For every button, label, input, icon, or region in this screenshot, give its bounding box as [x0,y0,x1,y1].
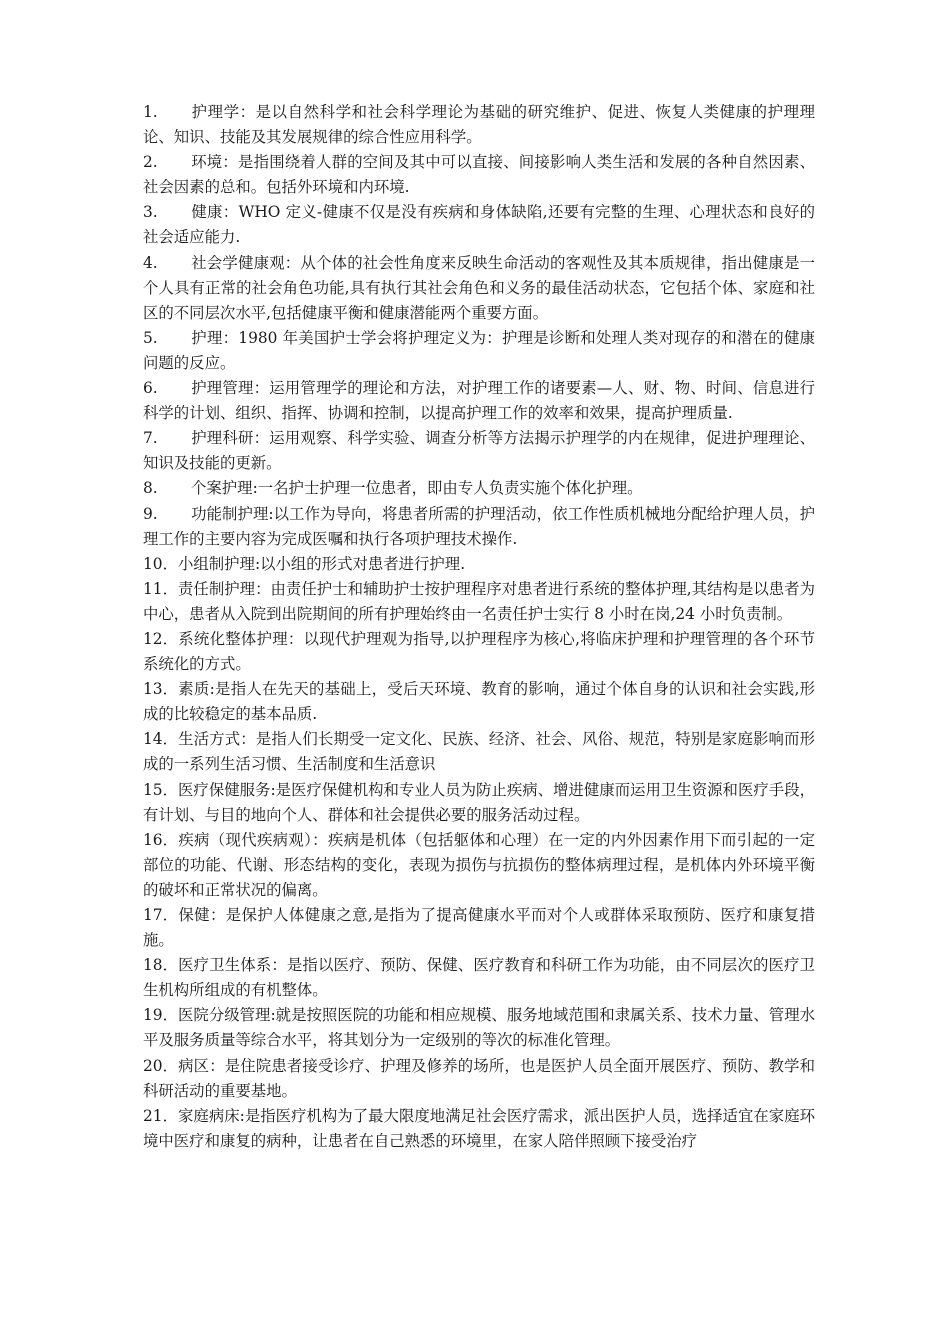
entry-number: 15． [143,780,178,799]
entry-number: 5. [143,328,158,347]
entry-number: 8. [143,479,158,498]
definition-entry-14 [143,727,815,777]
entry-text: 保健：是保护人体健康之意,是指为了提高健康水平而对个人或群体采取预防、医疗和康复措施。 [143,906,815,950]
entry-text: 个案护理:一名护士护理一位患者，即由专人负责实施个体化护理。 [191,479,643,498]
definition-entry-16 [143,828,815,903]
entry-text: 系统化整体护理：以现代护理观为指导,以护理程序为核心,将临床护理和护理管理的各个环节系统化的方式。 [143,629,815,674]
entry-text: 功能制护理:以工作为导向，将患者所需的护理活动，依工作性质机械地分配给护理人员，护理工作的主要内容为完成医嘱和执行各项护理技术操作. [143,504,815,548]
entry-number: 20． [143,1056,178,1075]
entry-text: 责任制护理：由责任护士和辅助护士按护理程序对患者进行系统的整体护理,其结构是以患者为中心，患者从入院到出院期间的所有护理始终由一名责任护士实行 8 小时在岗,24 小时负责制。 [143,579,815,623]
entry-text: 医疗卫生体系：是指以医疗、预防、保健、医疗教育和科研工作为功能，由不同层次的医疗卫生机构所组成的有机整体。 [143,956,815,1000]
definition-entry-4 [143,251,815,326]
entry-text: 护理科研：运用观察、科学实验、调查分析等方法揭示护理学的内在规律，促进护理理论、知识及技能的更新。 [143,429,815,473]
definition-entry-11 [143,577,815,627]
entry-number: 17． [143,906,178,924]
entry-number: 14． [143,730,178,749]
definition-entry-19 [143,1003,815,1053]
entry-number: 4. [143,253,158,272]
entry-number: 7. [143,429,158,448]
definition-entry-12 [143,627,815,677]
entry-text: 环境：是指围绕着人群的空间及其中可以直接、间接影响人类生活和发展的各种自然因素、社会因素的总和。包括外环境和内环境. [143,153,815,197]
entry-text: 护理学：是以自然科学和社会科学理论为基础的研究维护、促进、恢复人类健康的护理理论、知识、技能及其发展规律的综合性应用科学。 [143,103,815,147]
entry-number: 13． [143,680,178,699]
entry-text: 健康：WHO 定义-健康不仅是没有疾病和身体缺陷,还要有完整的生理、心理状态和良好的社会适应能力. [143,203,815,247]
entry-text: 小组制护理:以小组的形式对患者进行护理. [177,554,466,573]
definition-entry-13 [143,677,815,727]
definition-entry-6 [143,376,815,426]
entry-number: 19． [143,1006,178,1025]
entry-text: 护理管理：运用管理学的理论和方法，对护理工作的诸要素—人、财、物、时间、信息进行科学的计划、组织、指挥、协调和控制，以提高护理工作的效率和效果，提高护理质量. [143,379,815,423]
definition-entry-3 [143,200,815,250]
definition-entry-10 [143,552,815,577]
definition-entry-7 [143,426,815,476]
entry-text: 医院分级管理:就是按照医院的功能和相应规模、服务地域范围和隶属关系、技术力量、管理水平及服务质量等综合水平，将其划分为一定级别的等次的标准化管理。 [143,1006,815,1050]
definition-entry-18 [143,953,815,1003]
entry-number: 11． [143,579,178,598]
definition-entry-17 [143,903,815,953]
entry-number: 18． [143,956,178,975]
entry-number: 6. [143,379,158,398]
entry-number: 2. [143,153,158,172]
entry-number: 1. [143,103,158,121]
entry-number: 3. [143,203,158,222]
entry-text: 生活方式：是指人们长期受一定文化、民族、经济、社会、风俗、规范，特别是家庭影响而形成的一系列生活习惯、生活制度和生活意识 [143,730,815,774]
definition-entry-5 [143,326,815,376]
definition-entry-20 [143,1054,815,1104]
entry-text: 护理：1980 年美国护士学会将护理定义为：护理是诊断和处理人类对现存的和潜在的健康问题的反应。 [143,328,815,372]
definition-entry-15 [143,778,815,828]
entry-text: 素质:是指人在先天的基础上，受后天环境、教育的影响，通过个体自身的认识和社会实践,形成的比较稳定的基本品质. [143,680,816,724]
entry-text: 病区：是住院患者接受诊疗、护理及修养的场所，也是医护人员全面开展医疗、预防、教学和科研活动的重要基地。 [143,1056,815,1100]
entry-number: 10． [143,554,178,573]
definition-entry-8 [143,476,815,501]
definition-entry-2 [143,150,815,200]
entry-number: 12． [143,629,178,648]
entry-text: 社会学健康观：从个体的社会性角度来反映生命活动的客观性及其本质规律，指出健康是一个人具有正常的社会角色功能,具有执行其社会角色和义务的最佳活动状态，它包括个体、家庭和社区的不同层次水平,包括健康平衡和健康潜能两个重要方面。 [143,253,815,322]
entry-text: 家庭病床:是指医疗机构为了最大限度地满足社会医疗需求，派出医护人员，选择适宜在家庭环境中医疗和康复的病种，让患者在自己熟悉的环境里，在家人陪伴照顾下接受治疗 [143,1106,815,1150]
definition-entry-1 [143,100,815,150]
entry-number: 21． [143,1106,178,1125]
entry-text: 医疗保健服务:是医疗保健机构和专业人员为防止疾病、增进健康而运用卫生资源和医疗手段，有计划、与目的地向个人、群体和社会提供必要的服务活动过程。 [143,780,815,824]
definition-entry-21 [143,1104,815,1154]
entry-number: 16． [143,830,178,849]
entry-text: 疾病（现代疾病观）：疾病是机体（包括躯体和心理）在一定的内外因素作用下而引起的一定部位的功能、代谢、形态结构的变化，表现为损伤与抗损伤的整体病理过程，是机体内外环境平衡的破坏和正常状况的偏离。 [143,830,815,899]
definition-entry-9 [143,502,815,552]
entry-number: 9. [143,504,158,523]
definition-list [143,100,815,1154]
